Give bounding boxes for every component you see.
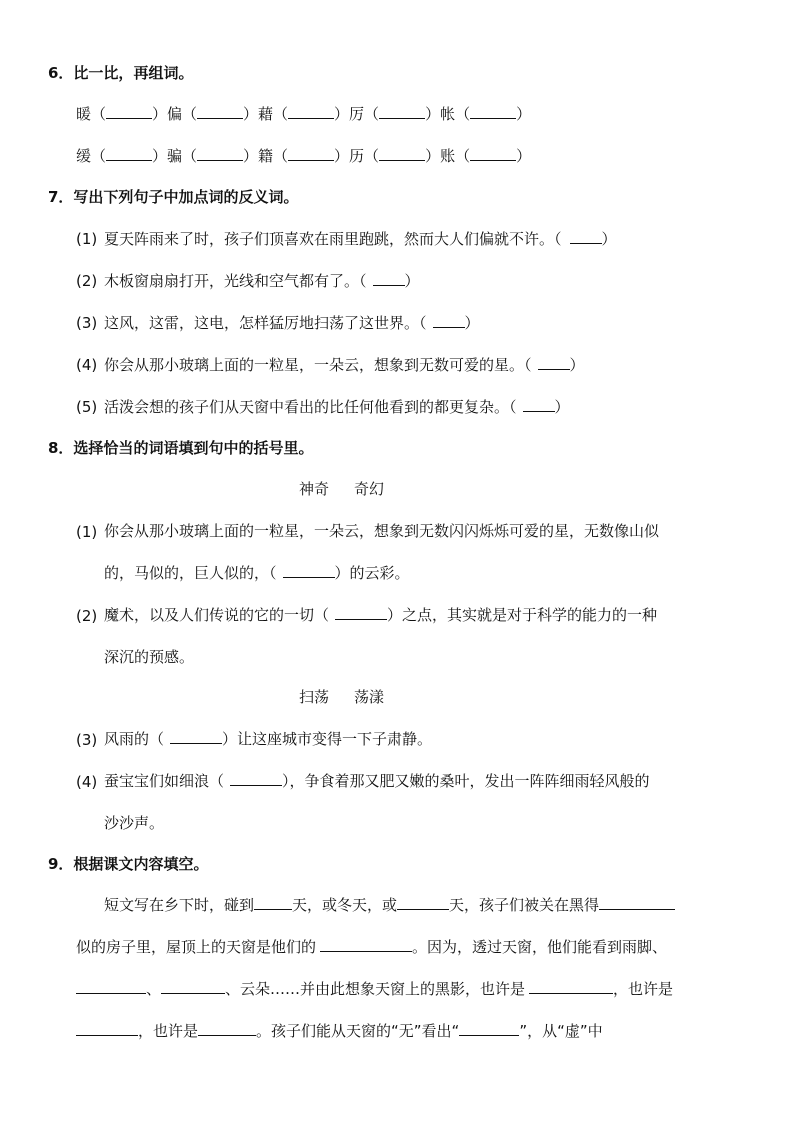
q9-blank[interactable] <box>459 1021 519 1036</box>
q7-item-4-number: (4) <box>76 356 98 374</box>
q9-blank[interactable] <box>529 979 613 994</box>
q9-blank[interactable] <box>76 979 146 994</box>
q7-item-2-number: (2) <box>76 272 98 290</box>
q9-line-1: 短文写在乡下时，碰到 天，或冬天，或 天，孩子们被关在黑得 <box>104 894 675 915</box>
q9-blank[interactable] <box>76 1021 138 1036</box>
q7-item-1: 夏天阵雨来了时，孩子们顶喜欢在雨里跑跳，然而大人们偏就不许。（ ） <box>104 230 617 248</box>
q8-item-4-line-2: 沙沙声。 <box>104 814 165 832</box>
q8-item-1-line-1: 你会从那小玻璃上面的一粒星，一朵云，想象到无数闪闪烁烁可爱的星，无数像山似 <box>104 522 660 540</box>
q9-line-2: 似的房子里，屋顶上的天窗是他们的 。因为，透过天窗，他们能看到雨脚、 <box>76 938 668 956</box>
q7-item-1-number: (1) <box>76 230 98 248</box>
q8-item-2-number: (2) <box>76 607 98 625</box>
q8-item-1-line-2: 的，马似的，巨人似的，（ ）的云彩。 <box>104 564 410 582</box>
q7-blank[interactable] <box>538 355 570 370</box>
q9-blank[interactable] <box>198 1021 256 1036</box>
q8-item-3: 风雨的（ ）让这座城市变得一下子肃静。 <box>104 730 433 748</box>
word-option: 神奇 <box>299 480 330 498</box>
q6-row-2: 缓（ ）骗（ ）籍（ ）历（ ）账（ ） <box>76 147 532 165</box>
q7-blank[interactable] <box>523 397 555 412</box>
q8-item-2-line-1: 魔术，以及人们传说的它的一切（ ）之点，其实就是对于科学的能力的一种 <box>104 606 658 624</box>
q7-blank[interactable] <box>433 313 465 328</box>
q8-item-1-number: (1) <box>76 523 98 541</box>
q6-blank[interactable] <box>288 146 334 161</box>
q8-item-4-line-1: 蚕宝宝们如细浪（ ），争食着那又肥又嫩的桑叶，发出一阵阵细雨轻风般的 <box>104 772 650 790</box>
word-option: 奇幻 <box>354 480 385 498</box>
q6-blank[interactable] <box>106 104 152 119</box>
q6-blank[interactable] <box>470 146 516 161</box>
q7-item-5: 活泼会想的孩子们从天窗中看出的比任何他看到的都更复杂。（ ） <box>104 398 570 416</box>
q6-blank[interactable] <box>379 146 425 161</box>
q6-blank[interactable] <box>288 104 334 119</box>
q8-item-3-number: (3) <box>76 731 98 749</box>
q9-blank[interactable] <box>254 895 292 910</box>
q7-title: 7．写出下列句子中加点词的反义词。 <box>48 188 299 206</box>
q9-blank[interactable] <box>161 979 225 994</box>
q8-word-bank-2 <box>299 686 384 707</box>
q7-item-3: 这风，这雷，这电，怎样猛厉地扫荡了这世界。（ ） <box>104 314 480 332</box>
q9-line-4: ，也许是 。孩子们能从天窗的“无”看出“ ”，从“虚”中 <box>76 1020 603 1041</box>
q8-item-2-line-2: 深沉的预感。 <box>104 648 195 666</box>
q6-blank[interactable] <box>197 104 243 119</box>
q8-blank[interactable] <box>170 729 222 744</box>
q9-blank[interactable] <box>320 937 412 952</box>
q8-blank[interactable] <box>283 563 335 578</box>
q7-item-5-number: (5) <box>76 398 98 416</box>
q8-title: 8．选择恰当的词语填到句中的括号里。 <box>48 439 314 457</box>
q9-blank[interactable] <box>599 895 675 910</box>
q6-title: 6．比一比，再组词。 <box>48 64 194 82</box>
q9-blank[interactable] <box>397 895 449 910</box>
q7-item-3-number: (3) <box>76 314 98 332</box>
q7-blank[interactable] <box>570 229 602 244</box>
q6-row-1: 暖（ ）偏（ ）藉（ ）厉（ ）帐（ ） <box>76 105 532 123</box>
q6-blank[interactable] <box>106 146 152 161</box>
q6-blank[interactable] <box>470 104 516 119</box>
q7-item-2: 木板窗扇扇打开，光线和空气都有了。（ ） <box>104 272 420 290</box>
q6-blank[interactable] <box>379 104 425 119</box>
q8-item-4-number: (4) <box>76 773 98 791</box>
q7-blank[interactable] <box>373 271 405 286</box>
word-option: 扫荡 <box>299 688 330 706</box>
q9-line-3: 、 、云朵……并由此想象天窗上的黑影，也许是 ，也许是 <box>76 978 673 999</box>
q6-blank[interactable] <box>197 146 243 161</box>
word-option: 荡漾 <box>354 688 385 706</box>
q8-blank[interactable] <box>335 605 387 620</box>
q9-title: 9．根据课文内容填空。 <box>48 855 209 873</box>
q8-word-bank-1 <box>299 478 384 499</box>
q7-item-4: 你会从那小玻璃上面的一粒星，一朵云，想象到无数可爱的星。（ ） <box>104 356 585 374</box>
q8-blank[interactable] <box>230 771 282 786</box>
